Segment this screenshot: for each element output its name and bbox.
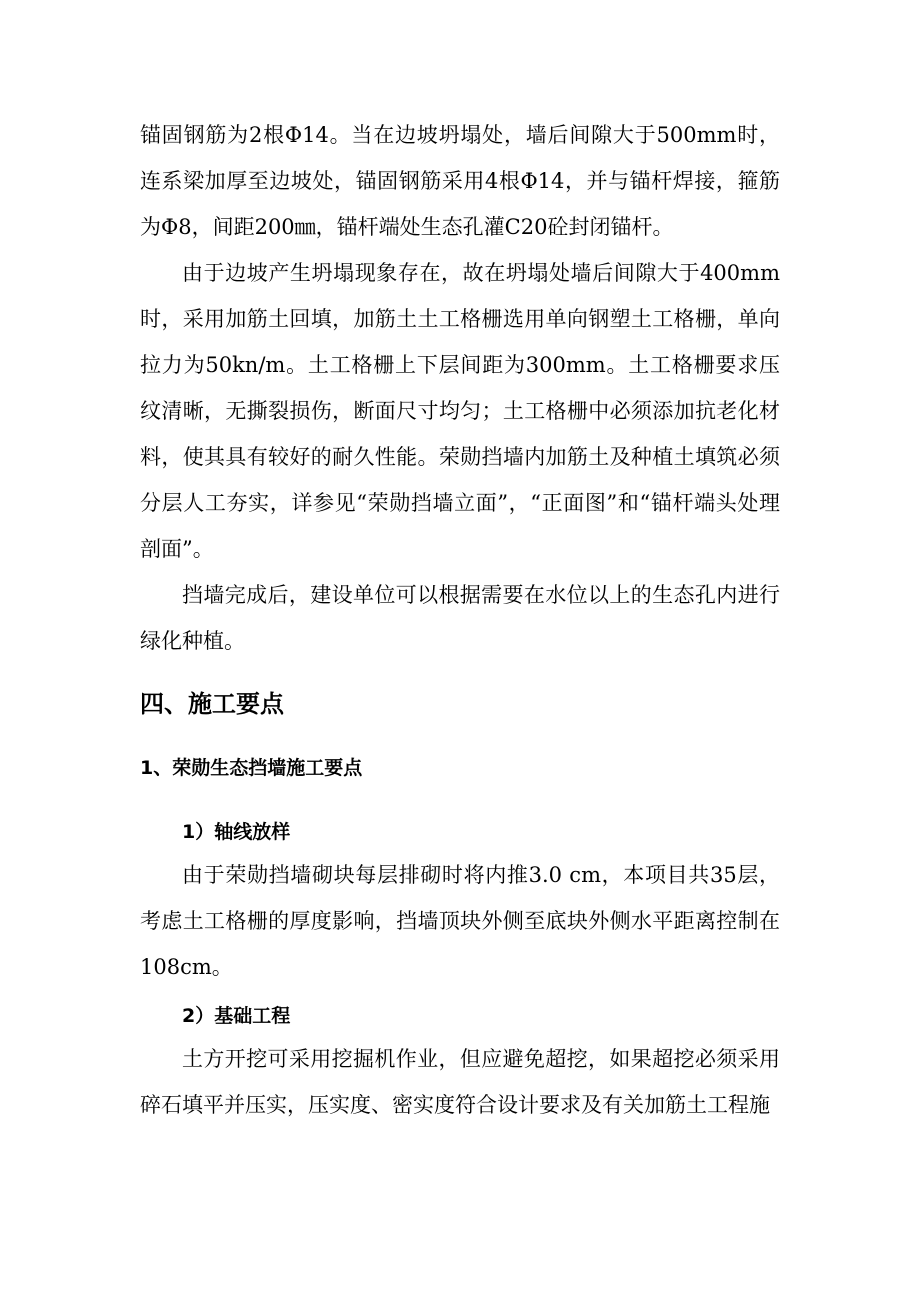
paragraph-anchor-rebar: 锚固钢筋为2根Φ14。当在边坡坍塌处，墙后间隙大于500mm时，连系梁加厚至边坡处，锚固钢筋采用4根Φ14，并与锚杆焊接，箍筋为Φ8，间距200㎜，锚杆端处生态孔灌C20砼封闭锚杆。 bbox=[140, 123, 780, 239]
section-heading: 四、施工要点 bbox=[140, 690, 284, 718]
paragraph-excavation: 土方开挖可采用挖掘机作业，但应避免超挖，如果超挖必须采用碎石填平并压实，压实度、密实度符合设计要求及有关加筋土工程施 bbox=[140, 1047, 780, 1117]
step-heading-axis: 1）轴线放样 bbox=[182, 821, 291, 843]
paragraph-axis-layout: 由于荣勋挡墙砌块每层排砌时将内推3.0 cm，本项目共35层，考虑土工格栅的厚度影响，挡墙顶块外侧至底块外侧水平距离控制在108cm。 bbox=[140, 863, 780, 979]
step-heading-foundation: 2）基础工程 bbox=[182, 1005, 291, 1027]
paragraph-reinforced-soil: 由于边坡产生坍塌现象存在，故在坍塌处墙后间隙大于400mm时，采用加筋土回填，加筋土土工格栅选用单向钢塑土工格栅，单向拉力为50kn/m。土工格栅上下层间距为300mm。土工格栅要求压纹清晰，无撕裂损伤，断面尺寸均匀；土工格栅中必须添加抗老化材料，使其具有较好的耐久性能。荣勋挡墙内加筋土及种植土填筑必须分层人工夯实，详参见“荣勋挡墙立面”，“正面图”和“锚杆端头处理剖面”。 bbox=[140, 261, 780, 561]
subsection-heading: 1、荣勋生态挡墙施工要点 bbox=[140, 757, 363, 779]
document-page bbox=[140, 112, 780, 1128]
paragraph-greening: 挡墙完成后，建设单位可以根据需要在水位以上的生态孔内进行绿化种植。 bbox=[140, 583, 780, 653]
